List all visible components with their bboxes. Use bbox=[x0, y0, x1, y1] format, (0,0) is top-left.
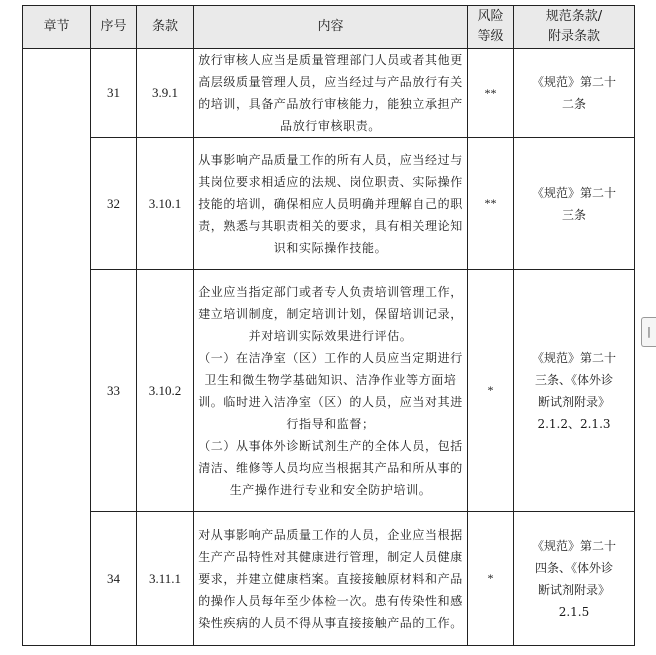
clause-cell: 3.9.1 bbox=[137, 49, 194, 138]
clause-cell: 3.10.1 bbox=[137, 138, 194, 270]
ref-line: 《规范》第二十 bbox=[531, 75, 616, 89]
ref-line: 四条、《体外诊 bbox=[534, 560, 613, 575]
content-paragraph: （一）在洁净室（区）工作的人员应当定期进行卫生和微生物学基础知识、洁净作业等方面培训。临时进入洁净室（区）的人员，应当对其进行指导和监督； bbox=[198, 350, 463, 431]
content-cell bbox=[194, 512, 468, 646]
header-risk-line: 风险 bbox=[477, 9, 504, 24]
ref-line: 《规范》第二十 bbox=[531, 185, 616, 200]
ref-line: 《规范》第二十 bbox=[531, 350, 616, 365]
header-ref-line: 规范条款/ bbox=[545, 9, 603, 24]
header-ref-line: 附录条款 bbox=[547, 29, 600, 44]
ref-cell bbox=[514, 512, 635, 646]
regulation-table bbox=[22, 5, 635, 646]
content-paragraph: 企业应当指定部门或者专人负责培训管理工作，建立培训制度，制定培训计划，保留培训记录，并对培训实际效果进行评估。 bbox=[198, 284, 463, 343]
table-row bbox=[23, 512, 635, 646]
seq-cell: 34 bbox=[91, 512, 137, 646]
header-seq: 序号 bbox=[91, 6, 137, 49]
side-collapse-tab[interactable]: | bbox=[641, 317, 656, 347]
chapter-cell bbox=[23, 49, 91, 646]
content-cell bbox=[194, 138, 468, 270]
clause-cell: 3.11.1 bbox=[137, 512, 194, 646]
header-row bbox=[23, 6, 635, 49]
ref-cell bbox=[514, 270, 635, 512]
seq-cell: 33 bbox=[91, 270, 137, 512]
seq-cell: 32 bbox=[91, 138, 137, 270]
table-row bbox=[23, 49, 635, 138]
ref-line: 2.1.5 bbox=[558, 604, 590, 619]
header-risk-line: 等级 bbox=[477, 29, 504, 44]
ref-cell bbox=[514, 138, 635, 270]
clause-cell: 3.10.2 bbox=[137, 270, 194, 512]
content-cell bbox=[194, 270, 468, 512]
header-ref bbox=[514, 6, 635, 49]
ref-line: 《规范》第二十 bbox=[531, 538, 616, 553]
risk-cell: ** bbox=[468, 49, 514, 138]
ref-line: 二条 bbox=[561, 97, 586, 111]
content-paragraph: 对从事影响产品质量工作的人员，企业应当根据生产产品特性对其健康进行管理，制定人员健康要求，并建立健康档案。直接接触原材料和产品的操作人员每年至少体检一次。患有传染性和感染性疾病的人员不得从事直接接触产品的工作。 bbox=[198, 527, 463, 630]
content-cell bbox=[194, 49, 468, 138]
header-content: 内容 bbox=[194, 6, 468, 49]
table-row bbox=[23, 270, 635, 512]
ref-cell bbox=[514, 49, 635, 138]
content-paragraph: （二）从事体外诊断试剂生产的全体人员，包括清洁、维修等人员均应当根据其产品和所从事的生产操作进行专业和安全防护培训。 bbox=[198, 438, 463, 497]
ref-line: 断试剂附录》 bbox=[537, 582, 610, 597]
seq-cell: 31 bbox=[91, 49, 137, 138]
header-clause: 条款 bbox=[137, 6, 194, 49]
ref-line: 2.1.2、2.1.3 bbox=[537, 416, 611, 431]
ref-line: 三条、《体外诊 bbox=[534, 372, 613, 387]
header-chapter: 章节 bbox=[23, 6, 91, 49]
table-row bbox=[23, 138, 635, 270]
content-paragraph: 放行审核人应当是质量管理部门人员或者其他更高层级质量管理人员，应当经过与产品放行有关的培训，具备产品放行审核能力，能独立承担产品放行审核职责。 bbox=[198, 53, 463, 133]
ref-line: 三条 bbox=[561, 207, 586, 222]
header-risk bbox=[468, 6, 514, 49]
risk-cell: * bbox=[468, 270, 514, 512]
risk-cell: ** bbox=[468, 138, 514, 270]
risk-cell: * bbox=[468, 512, 514, 646]
ref-line: 断试剂附录》 bbox=[537, 394, 610, 409]
content-paragraph: 从事影响产品质量工作的所有人员，应当经过与其岗位要求相适应的法规、岗位职责、实际操作技能的培训，确保相应人员明确并理解自己的职责，熟悉与其职责相关的要求，具有相关理论知识和实际操作技能。 bbox=[198, 152, 463, 255]
